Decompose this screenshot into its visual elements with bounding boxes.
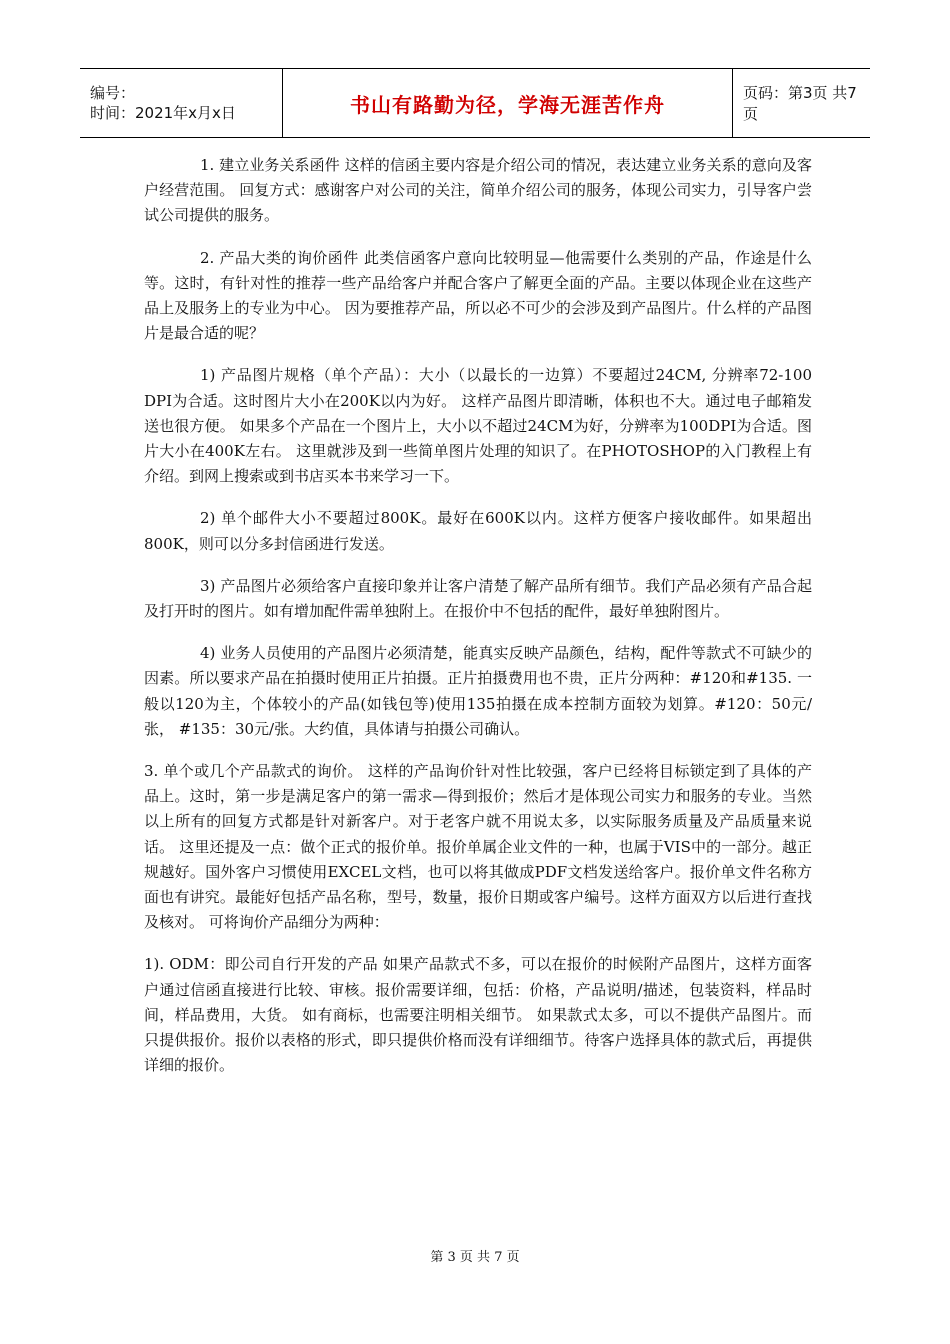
header-motto-cell [283,69,733,137]
paragraph-category-inquiry: 2. 产品大类的询价函件 此类信函客户意向比较明显—他需要什么类别的产品，作途是什么等。这时，有针对性的推荐一些产品给客户并配合客户了解更全面的产品。主要以体现企业在这些产品上及服务上的专业为中心。 因为要推荐产品，所以必不可少的会涉及到产品图片。什么样的产品图片是最合适的呢？ [144,248,812,343]
paragraph-business-relation: 1. 建立业务关系函件 这样的信函主要内容是介绍公司的情况，表达建立业务关系的意向及客户经营范围。 回复方式：感谢客户对公司的关注，简单介绍公司的服务，体现公司实力，引导客户尝试公司提供的服务。 [144,156,812,225]
page-footer: 第 3 页 共 7 页 [430,1250,520,1265]
paragraph-image-spec: 1) 产品图片规格（单个产品）：大小（以最长的一边算）不要超过24CM, 分辨率72-100 DPI为合适。这时图片大小在200K以内为好。 这样产品图片即清晰，体积也不大。通过电子邮箱发送也很方便。 如果多个产品在一个图片上，大小以不超过24CM为好，分辨率为100DPI为合适。图片大小在400K左右。 这里就涉及到一些简单图片处理的知识了。在PHOTOSHOP的入门教程上有介绍。到网上搜索或到书店买本书来学习一下。 [144,366,812,486]
paragraph-odm: 1). ODM：即公司自行开发的产品 如果产品款式不多，可以在报价的时候附产品图片，这样方面客户通过信函直接进行比较、审核。报价需要详细，包括：价格，产品说明/描述，包装资料，样品时间，样品费用，大货。 如有商标，也需要注明相关细节。 如果款式太多，可以不提供产品图片。而只提供报价。报价以表格的形式，即只提供价格而没有详细细节。待客户选择具体的款式后，再提供详细的报价。 [144,955,812,1075]
motto-text: 书山有路勤为径，学海无涯苦作舟 [350,92,665,117]
header-page-cell [733,69,870,137]
date-label: 时间：2021年x月x日 [90,104,236,122]
header-meta-cell [80,69,283,137]
paragraph-photo-quality: 4) 业务人员使用的产品图片必须清楚，能真实反映产品颜色，结构，配件等款式不可缺少的因素。所以要求产品在拍摄时使用正片拍摄。正片拍摄费用也不贵，正片分两种：#120和#135. 一般以120为主，个体较小的产品(如钱包等)使用135拍摄在成本控制方面较为划算。#120：50元/张， #135：30元/张。大约值，具体请与拍摄公司确认。 [144,644,812,738]
serial-number-label: 编号： [90,84,136,102]
paragraph-single-product-inquiry: 3. 单个或几个产品款式的询价。 这样的产品询价针对性比较强，客户已经将目标锁定到了具体的产品上。这时，第一步是满足客户的第一需求—得到报价；然后才是体现公司实力和服务的专业。当然以上所有的回复方式都是针对新客户。对于老客户就不用说太多，以实际服务质量及产品质量来说话。 这里还提及一点：做个正式的报价单。报价单属企业文件的一种，也属于VIS中的一部分。越正规越好。国外客户习惯使用EXCEL文档，也可以将其做成PDF文档发送给客户。报价单文件名称方面也有讲究。最能好包括产品名称，型号，数量，报价日期或客户编号。这样方面双方以后进行查找及核对。 可将询价产品细分为两种： [144,762,812,932]
document-body [144,153,812,1096]
paragraph-mail-size: 2) 单个邮件大小不要超过800K。最好在600K以内。这样方便客户接收邮件。如果超出800K，则可以分多封信函进行发送。 [144,509,812,553]
paragraph-image-detail: 3) 产品图片必须给客户直接印象并让客户清楚了解产品所有细节。我们产品必须有产品合起及打开时的图片。如有增加配件需单独附上。在报价中不包括的配件，最好单独附图片。 [144,576,812,621]
page-info-label: 页码：第3页 共7页 [743,84,857,123]
document-header [80,68,870,138]
